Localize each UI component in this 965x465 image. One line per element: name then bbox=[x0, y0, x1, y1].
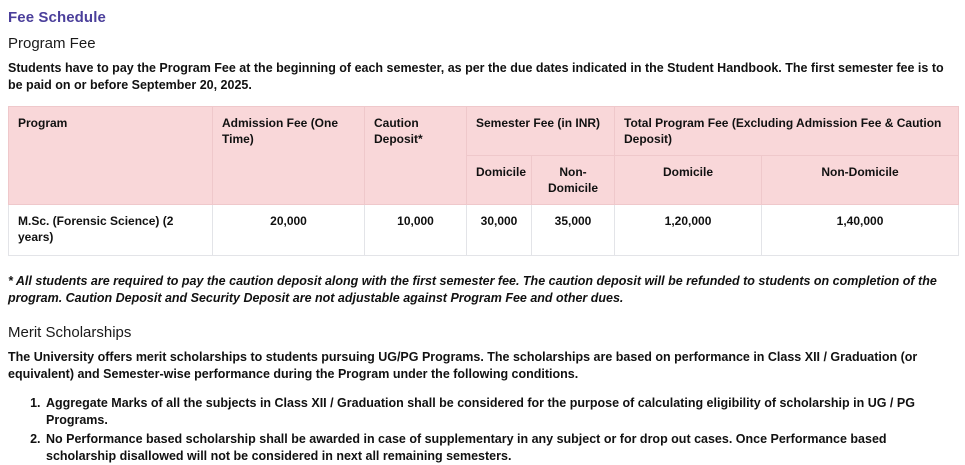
column-header-total-domicile: Domicile bbox=[615, 156, 762, 205]
fee-schedule-page bbox=[0, 9, 965, 463]
column-header-program: Program bbox=[9, 107, 213, 205]
table-row bbox=[9, 205, 959, 256]
cell-admission-fee: 20,000 bbox=[213, 205, 365, 256]
list-item: 1. Aggregate Marks of all the subjects in Class XII / Graduation shall be considered for the purpose of calculating eligibility of scholarship in UG / PG Programs. bbox=[44, 395, 957, 429]
program-fee-intro-text: Students have to pay the Program Fee at the beginning of each semester, as per the due dates indicated in the Student Handbook. The first semester fee is to be paid on or before September 20, 2025. bbox=[8, 61, 944, 92]
cell-semester-domicile: 30,000 bbox=[467, 205, 532, 256]
column-header-semester-non-domicile: Non-Domicile bbox=[532, 156, 615, 205]
column-header-caution-deposit: Caution Deposit* bbox=[365, 107, 467, 205]
program-fee-heading: Program Fee bbox=[8, 35, 96, 52]
merit-scholarships-heading: Merit Scholarships bbox=[8, 324, 132, 341]
column-header-admission-fee: Admission Fee (One Time) bbox=[213, 107, 365, 205]
table-body bbox=[9, 205, 959, 256]
column-header-semester-fee: Semester Fee (in INR) bbox=[467, 107, 615, 156]
page-title: Fee Schedule bbox=[8, 9, 106, 26]
table-header bbox=[9, 107, 959, 205]
cell-program: M.Sc. (Forensic Science) (2 years) bbox=[9, 205, 213, 256]
merit-scholarships-intro-text: The University offers merit scholarships to students pursuing UG/PG Programs. The scholarships are based on performance in Class XII / Graduation (or equivalent) and Semester-wise performance during the Program under the following conditions. bbox=[8, 350, 918, 381]
column-header-total-non-domicile: Non-Domicile bbox=[762, 156, 959, 205]
list-item: 2. No Performance based scholarship shall be awarded in case of supplementary in any subject or for drop out cases. Once Performance based scholarship disallowed will not be considered in next all remaining semesters. bbox=[44, 431, 957, 465]
cell-caution-deposit: 10,000 bbox=[365, 205, 467, 256]
fee-schedule-table bbox=[8, 106, 959, 256]
scholarship-conditions-list bbox=[8, 395, 957, 465]
cell-total-non-domicile: 1,40,000 bbox=[762, 205, 959, 256]
cell-total-domicile: 1,20,000 bbox=[615, 205, 762, 256]
column-header-semester-domicile: Domicile bbox=[467, 156, 532, 205]
cell-semester-non-domicile: 35,000 bbox=[532, 205, 615, 256]
table-header-row-primary bbox=[9, 107, 959, 156]
caution-deposit-note: * All students are required to pay the caution deposit along with the first semester fee. The caution deposit will be refunded to students on completion of the program. Caution Deposit and Security Deposit are not adjustable against Program Fee and other dues. bbox=[8, 274, 937, 305]
column-header-total-program-fee: Total Program Fee (Excluding Admission Fee & Caution Deposit) bbox=[615, 107, 959, 156]
